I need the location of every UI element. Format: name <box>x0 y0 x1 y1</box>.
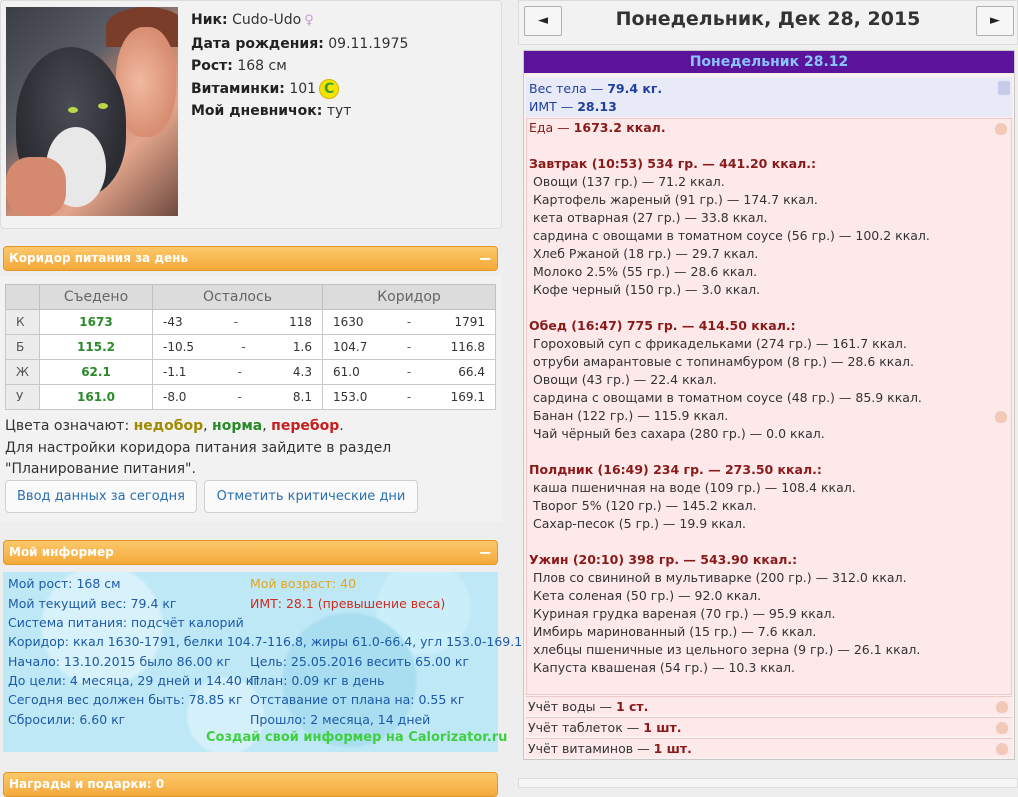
corridor-max: 1791 <box>454 315 485 329</box>
list-item: Творог 5% (120 гр.) — 145.2 ккал. <box>533 498 757 513</box>
profile-card <box>0 0 502 229</box>
meal-header[interactable]: Обед (16:47) 775 гр. — 414.50 ккал.: <box>529 318 796 333</box>
weight-value: 79.4 кг. <box>607 81 663 96</box>
list-item: Гороховый суп с фрикадельками (274 гр.) — 161.7 ккал. <box>533 336 907 351</box>
list-item: Банан (122 гр.) — 115.9 ккал. <box>533 408 729 423</box>
header-remaining: Осталось <box>153 285 323 310</box>
vitamins-tracker-label: Учёт витаминов — <box>528 741 650 756</box>
right-column <box>518 0 1018 786</box>
header-corridor: Коридор <box>323 285 496 310</box>
awards-title: Награды и подарки: 0 <box>9 777 165 791</box>
corridor-max: 116.8 <box>450 340 485 354</box>
list-item: Молоко 2.5% (55 гр.) — 28.6 ккал. <box>533 264 758 279</box>
table-row: К 1673 -43 - 118 1630 - 1791 <box>6 310 496 335</box>
informer-start: Начало: 13.10.2015 было 86.00 кг <box>8 654 231 669</box>
table-row: Ж 62.1 -1.1 - 4.3 61.0 - 66.4 <box>6 360 496 385</box>
nick-value: Cudo-Udo <box>232 12 302 28</box>
diary-date-bar: Понедельник 28.12 <box>524 51 1014 73</box>
row-label: У <box>6 385 40 410</box>
corridor-hint: Для настройки коридора питания зайдите в раздел "Планирование питания". <box>5 440 392 477</box>
informer-to-goal: До цели: 4 месяца, 29 дней и 14.40 кг <box>8 673 260 688</box>
corridor-min: 61.0 <box>333 365 360 379</box>
corridor-max: 169.1 <box>450 390 485 404</box>
vitamins-value: 101 <box>289 80 317 97</box>
vitamins-tracker[interactable] <box>526 738 1012 757</box>
hand-icon[interactable] <box>996 701 1008 713</box>
water-label: Учёт воды — <box>528 699 612 714</box>
row-label: Ж <box>6 360 40 385</box>
remaining-min: -10.5 <box>163 340 195 354</box>
informer-panel-header[interactable] <box>3 540 498 565</box>
list-item: Овощи (43 гр.) — 22.4 ккал. <box>533 372 717 387</box>
list-item: Сахар-песок (5 гр.) — 19.9 ккал. <box>533 516 746 531</box>
informer-height: Мой рост: 168 см <box>8 576 121 591</box>
nick-label: Ник: <box>191 12 228 28</box>
prev-day-button[interactable]: ◄ <box>524 6 562 36</box>
corridor-min: 1630 <box>333 315 364 329</box>
female-icon: ♀ <box>304 13 314 28</box>
list-item: Плов со свининой в мультиварке (200 гр.) — 312.0 ккал. <box>533 570 907 585</box>
food-label: Еда — <box>529 120 570 135</box>
remaining-max: 8.1 <box>292 390 312 404</box>
pills-tracker[interactable] <box>526 717 1012 736</box>
edit-weight-icon[interactable] <box>998 81 1010 95</box>
hand-icon[interactable] <box>995 411 1007 423</box>
eaten-value: 115.2 <box>40 335 153 360</box>
remaining-max: 118 <box>289 315 312 329</box>
informer-panel-title: Мой информер <box>9 545 114 559</box>
pills-value: 1 шт. <box>643 720 682 735</box>
next-day-button[interactable]: ► <box>976 6 1014 36</box>
informer-imt: ИМТ: 28.1 (превышение веса) <box>250 596 446 611</box>
informer-weight: Мой текущий вес: 79.4 кг <box>8 596 177 611</box>
list-item: сардина с овощами в томатном соусе (56 гр.) — 100.2 ккал. <box>533 228 930 243</box>
list-item: Кета соленая (50 гр.) — 92.0 ккал. <box>533 588 762 603</box>
informer-lag: Отставание от плана на: 0.55 кг <box>250 692 465 707</box>
pills-label: Учёт таблеток — <box>528 720 640 735</box>
list-item: Куриная грудка вареная (70 гр.) — 95.9 ккал. <box>533 606 836 621</box>
day-header <box>518 0 1018 45</box>
list-item: Кофе черный (150 гр.) — 3.0 ккал. <box>533 282 761 297</box>
collapse-icon[interactable]: − <box>478 543 492 562</box>
corridor-min: 104.7 <box>333 340 368 354</box>
weight-box <box>526 77 1012 117</box>
informer-widget[interactable] <box>3 572 523 752</box>
informer-corridor: Коридор: ккал 1630-1791, белки 104.7-116.8, жиры 61.0-66.4, угл 153.0-169.1 <box>8 634 523 649</box>
diary-panel <box>523 50 1015 760</box>
remaining-min: -8.0 <box>163 390 187 404</box>
corridor-max: 66.4 <box>458 365 485 379</box>
water-value: 1 ст. <box>615 699 649 714</box>
eaten-value: 1673 <box>40 310 153 335</box>
row-label: Б <box>6 335 40 360</box>
remaining-min: -1.1 <box>163 365 187 379</box>
meal-header[interactable]: Завтрак (10:53) 534 гр. — 441.20 ккал.: <box>529 156 817 171</box>
informer-plan: План: 0.09 кг в день <box>250 673 385 688</box>
table-row: У 161.0 -8.0 - 8.1 153.0 - 169.1 <box>6 385 496 410</box>
list-item: кета отварная (27 гр.) — 33.8 ккал. <box>533 210 768 225</box>
legend-over: перебор <box>271 418 340 434</box>
meals-box <box>526 118 1012 695</box>
corridor-table <box>5 284 496 410</box>
list-item: Чай чёрный без сахара (280 гр.) — 0.0 ккал. <box>533 426 825 441</box>
corridor-min: 153.0 <box>333 390 368 404</box>
header-eaten: Съедено <box>40 285 153 310</box>
diary-label: Мой дневничок: <box>191 103 323 119</box>
informer-system: Система питания: подсчёт калорий <box>8 615 244 630</box>
meal-header[interactable]: Полдник (16:49) 234 гр. — 273.50 ккал.: <box>529 462 822 477</box>
list-item: Картофель жареный (91 гр.) — 174.7 ккал. <box>533 192 818 207</box>
food-total: 1673.2 ккал. <box>573 120 666 135</box>
imt-value: 28.13 <box>577 99 617 114</box>
list-item: сардина с овощами в томатном соусе (48 гр.) — 85.9 ккал. <box>533 390 922 405</box>
critical-days-button[interactable]: Отметить критические дни <box>204 480 418 513</box>
eaten-value: 161.0 <box>40 385 153 410</box>
water-tracker[interactable] <box>526 696 1012 715</box>
informer-passed: Прошло: 2 месяца, 14 дней <box>250 712 431 727</box>
meal-header[interactable]: Ужин (20:10) 398 гр. — 543.90 ккал.: <box>529 552 798 567</box>
avatar[interactable] <box>6 7 178 216</box>
corridor-panel-title: Коридор питания за день <box>9 251 189 265</box>
informer-promo-link[interactable]: Создай свой информер на Calorizator.ru <box>206 730 508 745</box>
birth-value: 09.11.1975 <box>328 35 409 52</box>
informer-should-weigh: Сегодня вес должен быть: 78.85 кг <box>8 692 243 707</box>
birth-label: Дата рождения: <box>191 35 324 52</box>
informer-goal: Цель: 25.05.2016 весить 65.00 кг <box>250 654 470 669</box>
corridor-panel-header[interactable] <box>3 246 498 271</box>
diary-link[interactable]: тут <box>326 103 352 119</box>
table-row: Б 115.2 -10.5 - 1.6 104.7 - 116.8 <box>6 335 496 360</box>
legend-norm: норма <box>212 418 263 434</box>
informer-lost: Сбросили: 6.60 кг <box>8 712 126 727</box>
color-legend: Цвета означают: недобор, норма, перебор. <box>5 418 344 434</box>
awards-panel-header[interactable] <box>3 772 498 797</box>
collapse-icon[interactable]: − <box>478 249 492 268</box>
vitamin-coin-icon[interactable]: C <box>319 79 339 99</box>
list-item: хлебцы пшеничные из цельного зерна (9 гр.) — 26.1 ккал. <box>533 642 921 657</box>
list-item: Хлеб Ржаной (18 гр.) — 29.7 ккал. <box>533 246 759 261</box>
hand-icon[interactable] <box>996 722 1008 734</box>
informer-age: Мой возраст: 40 <box>250 576 357 591</box>
imt-label: ИМТ — <box>529 99 574 114</box>
eaten-value: 62.1 <box>40 360 153 385</box>
height-label: Рост: <box>191 58 233 74</box>
next-panel-edge <box>518 778 1018 788</box>
corridor-panel <box>0 276 502 522</box>
hand-icon[interactable] <box>995 123 1007 135</box>
list-item: Капуста квашеная (54 гр.) — 10.3 ккал. <box>533 660 796 675</box>
legend-low: недобор <box>133 418 204 434</box>
remaining-min: -43 <box>163 315 183 329</box>
hand-icon[interactable] <box>996 743 1008 755</box>
weight-label: Вес тела — <box>529 81 604 96</box>
list-item: Овощи (137 гр.) — 71.2 ккал. <box>533 174 725 189</box>
day-title: Понедельник, Дек 28, 2015 <box>615 8 921 30</box>
list-item: каша пшеничная на воде (109 гр.) — 108.4 ккал. <box>533 480 856 495</box>
profile-info <box>191 9 408 123</box>
vitamins-label: Витаминки: <box>191 80 285 97</box>
list-item: отруби амарантовые с топинамбуром (8 гр.) — 28.6 ккал. <box>533 354 914 369</box>
height-value: 168 см <box>237 58 287 74</box>
list-item: Имбирь маринованный (15 гр.) — 7.6 ккал. <box>533 624 817 639</box>
remaining-max: 1.6 <box>292 340 312 354</box>
vitamins-tracker-value: 1 шт. <box>653 741 692 756</box>
enter-today-button[interactable]: Ввод данных за сегодня <box>5 480 197 513</box>
row-label: К <box>6 310 40 335</box>
remaining-max: 4.3 <box>292 365 312 379</box>
